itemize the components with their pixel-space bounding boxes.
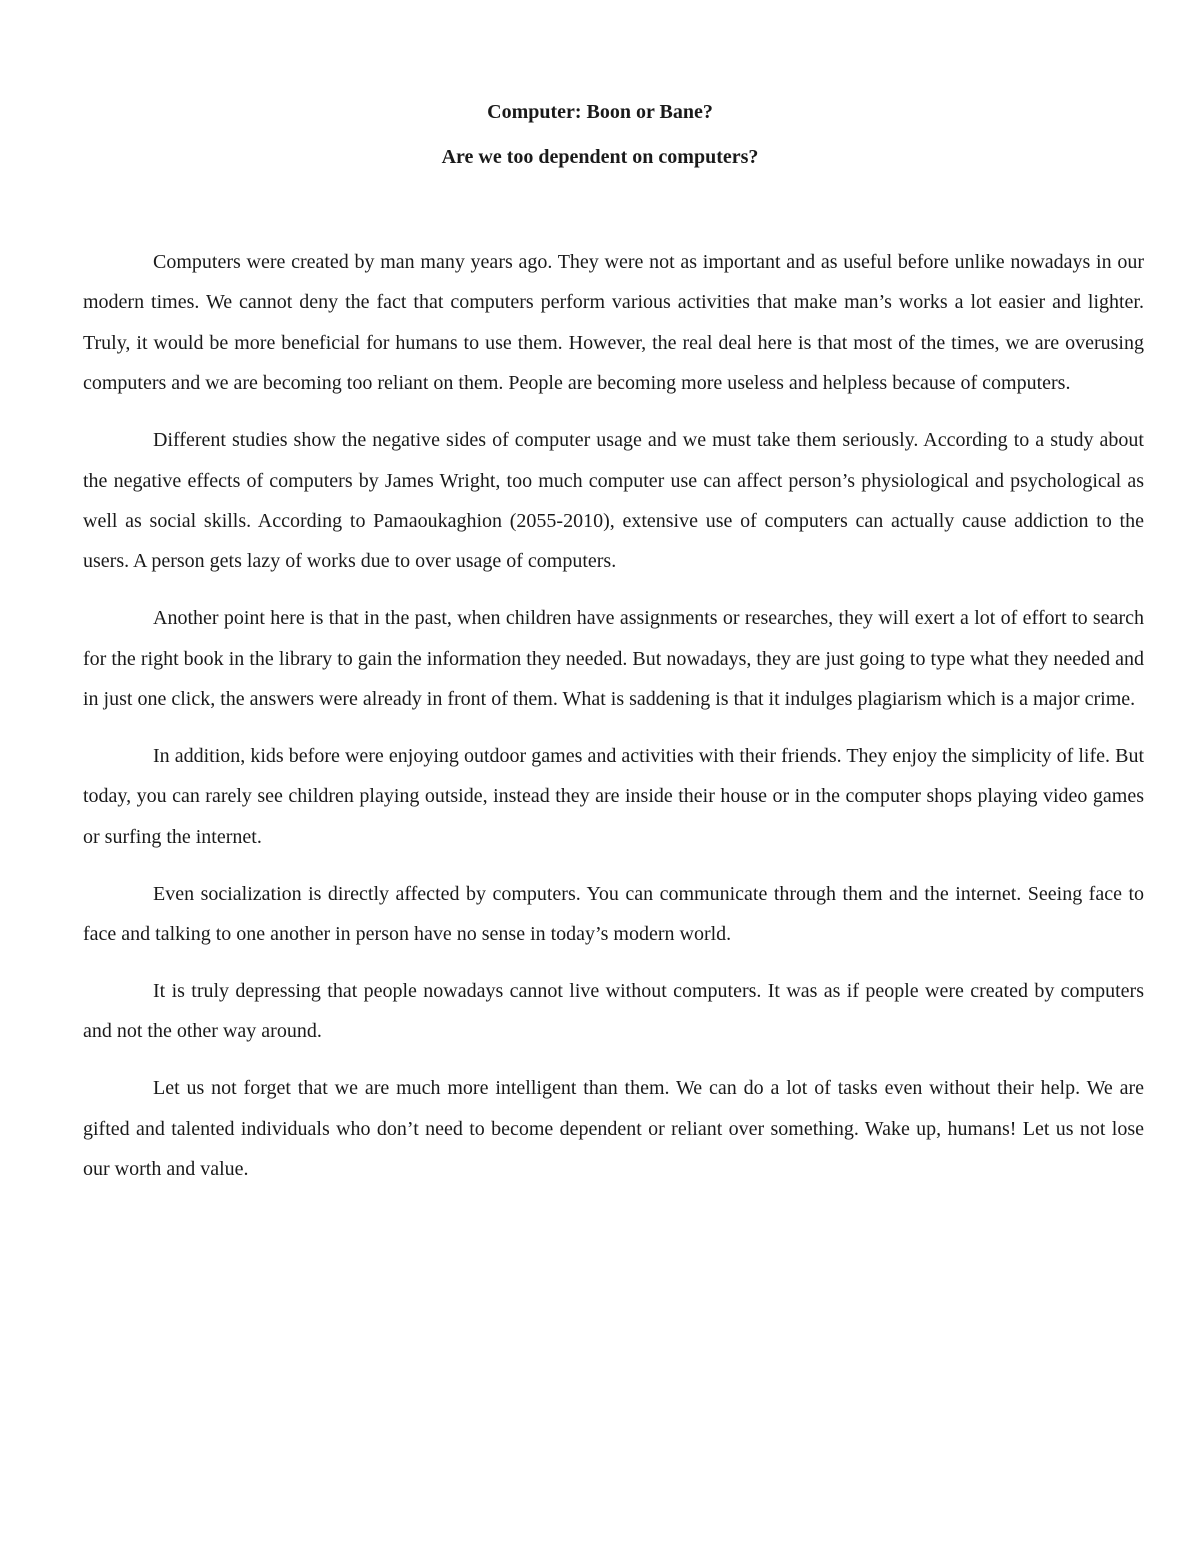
paragraph-7: Let us not forget that we are much more intelligent than them. We can do a lot of tasks even without their help. We are gifted and talented individuals who don’t need to become dependent or reliant over something. Wake up, humans! Let us not lose our worth and value. [83, 1077, 1144, 1181]
paragraph-4: In addition, kids before were enjoying outdoor games and activities with their friends. They enjoy the simplicity of life. But today, you can rarely see children playing outside, instead they are inside their house or in the computer shops playing video games or surfing the internet. [83, 744, 1144, 848]
paragraph-3: Another point here is that in the past, when children have assignments or researches, they will exert a lot of effort to search for the right book in the library to gain the information they needed. But nowadays, they are just going to type what they needed and in just one click, the answers were already in front of them. What is saddening is that it indulges plagiarism which is a major crime. [83, 607, 1144, 711]
paragraph-2: Different studies show the negative sides of computer usage and we must take them seriously. According to a study about the negative effects of computers by James Wright, too much computer use can affect person’s physiological and psychological as well as social skills. According to Pamaoukaghion (2055-2010), extensive use of computers can actually cause addiction to the users. A person gets lazy of works due to over usage of computers. [83, 429, 1144, 573]
paragraph-5: Even socialization is directly affected by computers. You can communicate through them and the internet. Seeing face to face and talking to one another in person have no sense in today’s modern world. [83, 882, 1144, 946]
document-title: Computer: Boon or Bane? [487, 101, 713, 123]
document-body [83, 242, 1144, 1206]
document-subtitle: Are we too dependent on computers? [441, 146, 759, 168]
paragraph-1: Computers were created by man many years ago. They were not as important and as useful before unlike nowadays in our modern times. We cannot deny the fact that computers perform various activities that make man’s works a lot easier and lighter. Truly, it would be more beneficial for humans to use them. However, the real deal here is that most of the times, we are overusing computers and we are becoming too reliant on them. People are becoming more useless and helpless because of computers. [83, 251, 1144, 395]
paragraph-6: It is truly depressing that people nowadays cannot live without computers. It was as if people were created by computers and not the other way around. [83, 980, 1144, 1043]
